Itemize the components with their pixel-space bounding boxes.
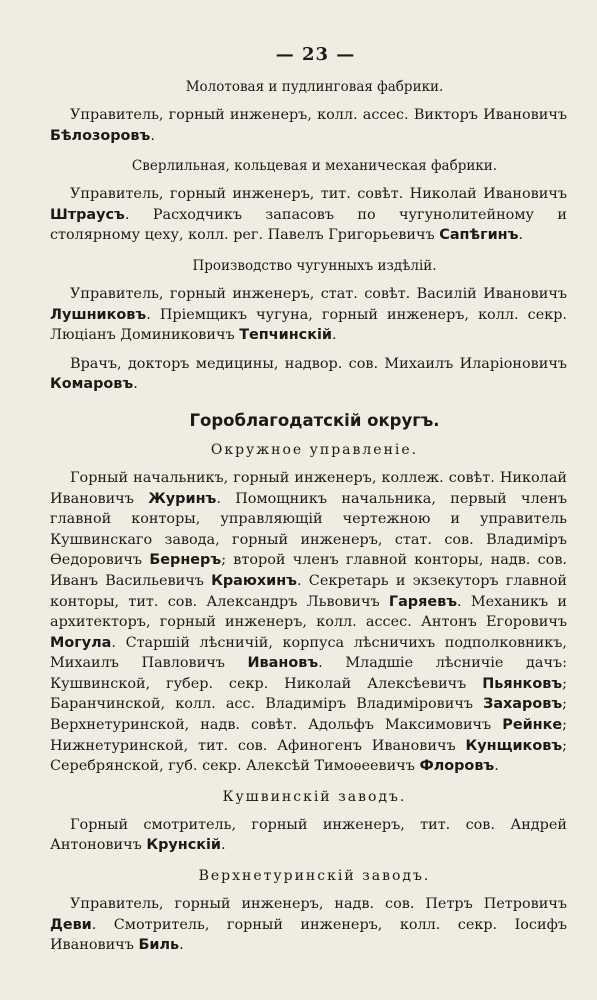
person-surname: Бѣлозоровъ: [50, 127, 151, 144]
person-surname: Бернеръ: [149, 552, 222, 569]
text-run: . Помощникъ начальника, первый членъ главной конторы, управляющій чертежною и управитель Кушвинскаго завода, горный инженеръ, стат. сов. Владиміръ Ѳедоровичъ: [50, 490, 567, 569]
text-run: ; Серебрянской, губ. секр. Алексѣй Тимоѳеевичъ: [50, 737, 567, 775]
text-run: .: [150, 127, 155, 144]
text-run: Управитель, горный инженеръ, тит. совѣт. Николай Ивановичъ: [70, 186, 567, 203]
text-run: .: [179, 937, 184, 954]
text-run: . Старшій лѣсничій, корпуса лѣсничихъ подполковникъ, Михаилъ Павловичъ: [50, 634, 567, 672]
text-run: ; Нижнетуринской, тит. сов. Афиногенъ Ивановичъ: [50, 717, 567, 754]
person-surname: Краюхинъ: [211, 572, 297, 589]
text-run: ; второй членъ главной конторы, надв. сов. Иванъ Васильевичъ: [50, 552, 568, 589]
section-heading: Производство чугунныхъ издѣлій.: [192, 257, 437, 274]
person-surname: Деви: [50, 916, 92, 933]
paragraph: [50, 284, 567, 346]
text-run: . Смотритель, горный инженеръ, колл. секр. Іосифъ Ивановичъ: [50, 916, 567, 954]
person-surname: Ивановъ: [247, 655, 319, 672]
person-surname: Гаряевъ: [388, 593, 458, 610]
person-surname: Биль: [138, 937, 180, 954]
section-heading: Молотовая и пудлинговая фабрики.: [185, 79, 444, 95]
section-heading: Сверлильная, кольцевая и механическая фабрики.: [131, 158, 498, 175]
paragraph: [50, 105, 567, 146]
district-title: Гороблагодатскій округъ.: [189, 410, 440, 430]
text-run: . Секретарь и экзекуторъ главной конторы, тит. сов. Александръ Львовичъ: [50, 572, 567, 610]
page-number: — 23 —: [275, 44, 356, 65]
text-run: . Механикъ и архитекторъ, горный инженеръ, колл. ассес. Антонъ Егоровичъ: [50, 593, 567, 631]
paragraph: [50, 894, 567, 956]
person-surname: Кунщиковъ: [465, 737, 563, 754]
person-surname: Крунскій: [146, 837, 222, 854]
person-surname: Лушниковъ: [50, 306, 147, 323]
paragraph: [50, 184, 567, 246]
text-run: .: [221, 837, 226, 854]
text-run: Горный смотритель, горный инженеръ, тит. сов. Андрей Антоновичъ: [50, 816, 567, 854]
person-surname: Флоровъ: [419, 758, 495, 775]
text-run: .: [494, 758, 499, 775]
text-run: Управитель, горный инженеръ, колл. ассес. Викторъ Ивановичъ: [70, 107, 567, 123]
text-run: . Младшіе лѣсничіе дачъ: Кушвинской, губер. секр. Николай Алексѣевичъ: [50, 655, 567, 692]
person-surname: Пьянковъ: [482, 675, 563, 692]
page-content: [50, 79, 567, 956]
paragraph: [50, 815, 567, 856]
text-run: Врачъ, докторъ медицины, надвор. сов. Михаилъ Иларіоновичъ: [70, 355, 567, 372]
text-run: ; Верхнетуринской, надв. совѣт. Адольфъ Максимовичъ: [50, 696, 567, 734]
person-surname: Штраусъ: [50, 206, 125, 223]
person-surname: Журинъ: [148, 490, 217, 507]
text-run: Горный начальникъ, горный инженеръ, коллеж. совѣт. Николай Ивановичъ: [50, 469, 567, 507]
person-surname: Захаровъ: [483, 696, 563, 713]
text-run: .: [518, 227, 524, 244]
text-run: .: [331, 327, 337, 344]
text-run: Управитель, горный инженеръ, надв. сов. Петръ Петровичъ: [70, 896, 567, 913]
person-surname: Рейнке: [502, 717, 563, 734]
text-run: Управитель, горный инженеръ, стат. совѣт. Василій Ивановичъ: [70, 285, 567, 302]
person-surname: Могула: [50, 634, 112, 651]
paragraph: [50, 354, 567, 395]
text-run: . Расходчикъ запасовъ по чугунолитейному и столярному цеху, колл. рег. Павелъ Григорьевичъ: [50, 206, 567, 244]
section-heading: Кушвинскій заводъ.: [222, 788, 407, 805]
text-run: .: [133, 376, 138, 393]
text-run: . Пріемщикъ чугуна, горный инженеръ, колл. секр. Люціанъ Доминиковичъ: [50, 306, 567, 344]
section-heading: Верхнетуринскій заводъ.: [198, 868, 431, 885]
section-heading: Окружное управленіе.: [210, 441, 419, 458]
paragraph: [50, 468, 567, 777]
text-run: ; Баранчинской, колл. асс. Владиміръ Владиміровичъ: [50, 675, 567, 713]
person-surname: Тепчинскій: [239, 327, 332, 344]
person-surname: Комаровъ: [50, 376, 134, 393]
person-surname: Сапѣгинъ: [439, 227, 519, 244]
